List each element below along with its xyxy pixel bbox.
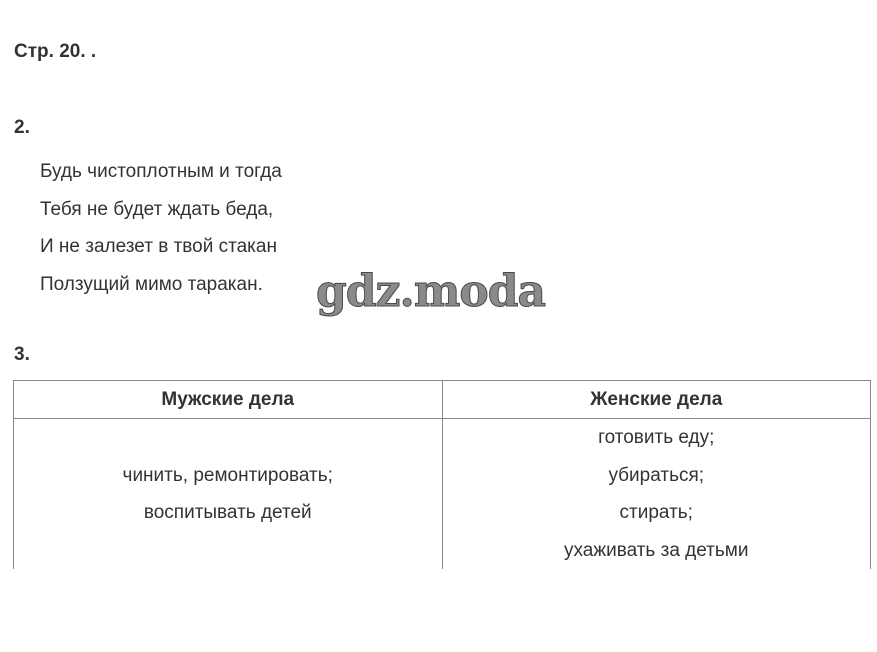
poem-line: Тебя не будет ждать беда, [40, 198, 274, 220]
task-3-number: 3. [14, 344, 30, 365]
duties-table [13, 380, 871, 569]
table-header-row [14, 381, 871, 419]
header-male-duties: Мужские дела [14, 381, 443, 419]
female-duty-item: готовить еду; [598, 427, 715, 448]
header-female-duties: Женские дела [442, 381, 871, 419]
poem [40, 153, 282, 303]
male-duties-cell [14, 419, 443, 570]
male-duty-item: чинить, ремонтировать; [122, 464, 333, 486]
page-title: Стр. 20. . [14, 41, 97, 62]
table-row [14, 419, 871, 570]
task-2-number: 2. [14, 117, 30, 138]
watermark-logo: gdz.moda [316, 266, 546, 317]
poem-line: Будь чистоплотным и тогда [40, 161, 282, 182]
female-duties-cell [442, 419, 871, 570]
poem-line: И не залезет в твой стакан [40, 236, 277, 257]
female-duty-item: ухаживать за детьми [564, 539, 749, 561]
poem-line: Ползущий мимо таракан. [40, 273, 263, 295]
female-duty-item: стирать; [619, 502, 693, 523]
female-duty-item: убираться; [608, 464, 705, 486]
male-duty-item: воспитывать детей [143, 502, 312, 523]
